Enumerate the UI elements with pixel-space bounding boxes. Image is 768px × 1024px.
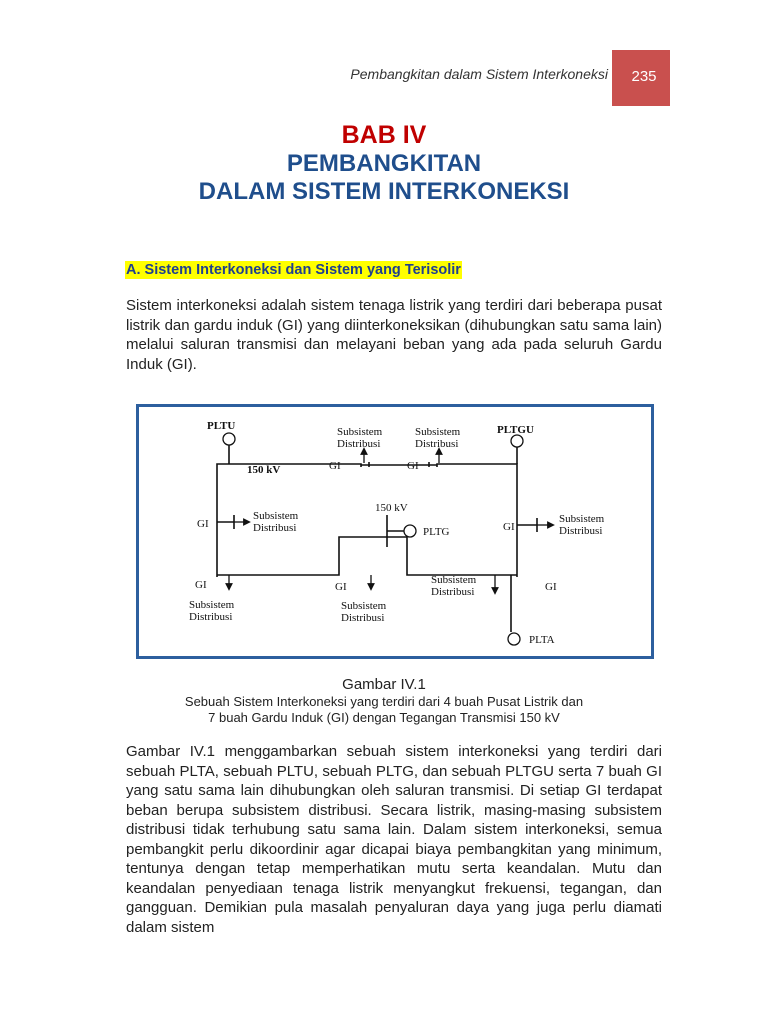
figure-caption-title: Gambar IV.1 bbox=[342, 676, 426, 693]
label-gi: GI bbox=[545, 581, 557, 593]
section-heading: A. Sistem Interkoneksi dan Sistem yang Terisolir bbox=[126, 262, 461, 278]
label-pltgu: PLTGU bbox=[497, 424, 534, 436]
label-distribusi: Distribusi bbox=[341, 612, 385, 624]
label-subsistem: Subsistem bbox=[431, 574, 477, 586]
label-subsistem: Subsistem bbox=[337, 426, 383, 438]
label-distribusi: Distribusi bbox=[559, 525, 603, 537]
label-150kv-top: 150 kV bbox=[247, 464, 281, 476]
label-distribusi: Distribusi bbox=[431, 586, 475, 598]
label-gi: GI bbox=[335, 581, 347, 593]
label-plta: PLTA bbox=[529, 634, 555, 646]
interconnection-diagram bbox=[136, 404, 654, 659]
label-pltg: PLTG bbox=[423, 526, 450, 538]
chapter-title-line1: PEMBANGKITAN bbox=[286, 150, 482, 177]
label-150kv-mid: 150 kV bbox=[375, 502, 408, 514]
label-gi: GI bbox=[503, 521, 515, 533]
label-gi: GI bbox=[197, 518, 209, 530]
label-subsistem: Subsistem bbox=[415, 426, 461, 438]
label-distribusi: Distribusi bbox=[253, 522, 297, 534]
running-header: Pembangkitan dalam Sistem Interkoneksi bbox=[350, 66, 608, 82]
chapter-title-line2: DALAM SISTEM INTERKONEKSI bbox=[198, 178, 570, 205]
paragraph-intro: Sistem interkoneksi adalah sistem tenaga listrik yang terdiri dari beberapa pusat listrik dan gardu induk (GI) yang diinterkoneksikan (dihubungkan satu sama lain) melalui saluran transmisi dan melayani beban yang ada pada seluruh Gardu Induk (GI). bbox=[126, 297, 662, 373]
figure-caption-line1: Sebuah Sistem Interkoneksi yang terdiri dari 4 buah Pusat Listrik dan bbox=[184, 694, 584, 709]
label-subsistem: Subsistem bbox=[189, 599, 235, 611]
paragraph-body: Gambar IV.1 menggambarkan sebuah sistem interkoneksi yang terdiri dari sebuah PLTA, sebuah PLTU, sebuah PLTG, dan sebuah PLTGU serta 7 buah GI yang satu sama lain dihubungkan oleh saluran transmisi. Di setiap GI terdapat beban berupa subsistem distribusi. Secara listrik, masing-masing subsistem distribusi tidak terhubung satu sama lain. Dalam sistem interkoneksi, semua pembangkit perlu dikoordinir agar dicapai biaya pembangkitan yang minimum, tentunya dengan tetap memperhatikan mutu serta keandalan. Mutu dan keandalan penyediaan tenaga listrik menyangkut frekuensi, tegangan, dan gangguan. Demikian pula masalah penyaluran daya yang juga perlu diamati dalam sistem bbox=[126, 743, 662, 936]
label-distribusi: Distribusi bbox=[415, 438, 459, 450]
label-subsistem: Subsistem bbox=[559, 513, 605, 525]
label-gi: GI bbox=[195, 579, 207, 591]
label-subsistem: Subsistem bbox=[341, 600, 387, 612]
label-gi: GI bbox=[407, 460, 419, 472]
figure-caption-line2: 7 buah Gardu Induk (GI) dengan Tegangan Transmisi 150 kV bbox=[208, 710, 560, 725]
label-distribusi: Distribusi bbox=[337, 438, 381, 450]
label-gi: GI bbox=[329, 460, 341, 472]
chapter-label: BAB IV bbox=[341, 121, 427, 149]
label-pltu: PLTU bbox=[207, 420, 236, 432]
label-subsistem: Subsistem bbox=[253, 510, 299, 522]
page-number: 235 bbox=[631, 68, 657, 85]
label-distribusi: Distribusi bbox=[189, 611, 233, 623]
